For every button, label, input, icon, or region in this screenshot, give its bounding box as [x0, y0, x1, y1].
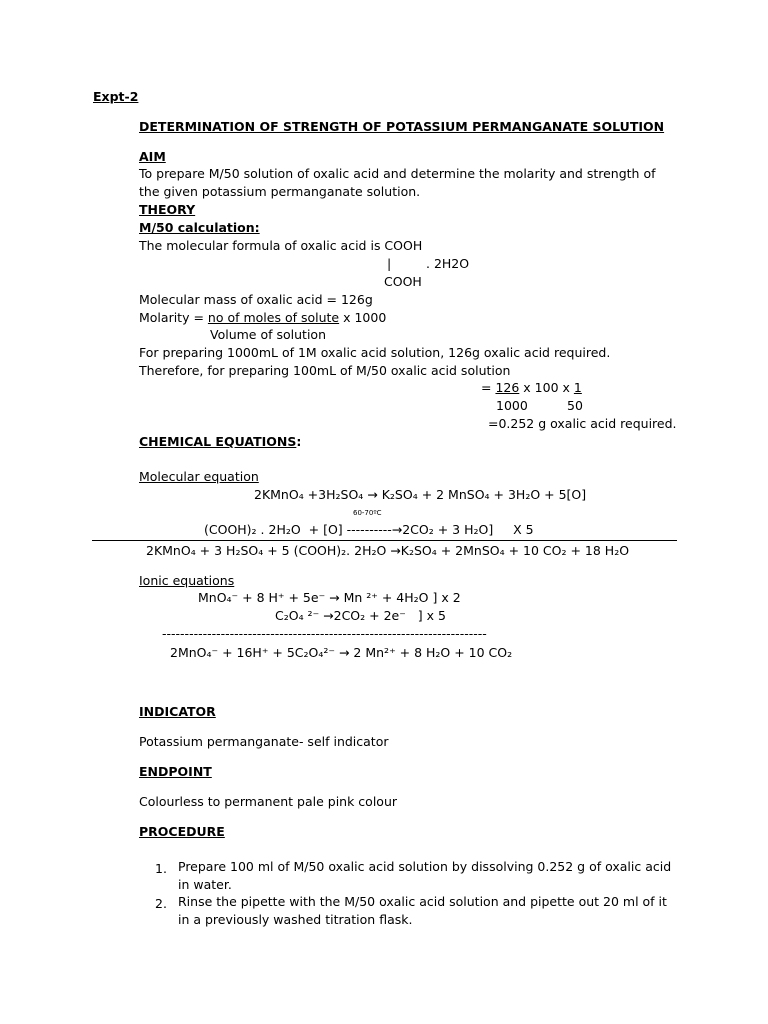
ionic-equation-overall: 2MnO₄⁻ + 16H⁺ + 5C₂O₄²⁻ → 2 Mn²⁺ + 8 H₂O + 10 CO₂ — [170, 645, 513, 660]
calc-x100: x 100 x — [519, 380, 574, 395]
molecular-mass-text: Molecular mass of oxalic acid = 126g — [139, 292, 373, 307]
aim-heading: AIM — [139, 149, 166, 164]
step-text-line-2: in water. — [178, 877, 232, 892]
calc-126: 126 — [495, 380, 520, 395]
chemical-equations-heading — [139, 436, 301, 449]
ionic-equation-dashes: ------------------------------------------------------------------------ — [162, 626, 487, 641]
ionic-equation-1: MnO₄⁻ + 8 H⁺ + 5e⁻ → Mn ²⁺ + 4H₂O ] x 2 — [198, 590, 461, 605]
document-title: DETERMINATION OF STRENGTH OF POTASSIUM PERMANGANATE SOLUTION — [139, 119, 665, 134]
molecular-equation-1: 2KMnO₄ +3H₂SO₄ → K₂SO₄ + 2 MnSO₄ + 3H₂O + 5[O] — [254, 487, 587, 502]
calc-denominator-1000: 1000 — [496, 398, 528, 413]
calculation-line — [481, 382, 582, 395]
theory-heading: THEORY — [139, 202, 196, 217]
calc-equals: = — [481, 380, 496, 395]
endpoint-heading: ENDPOINT — [139, 764, 212, 779]
step-text-line-1: Prepare 100 ml of M/50 oxalic acid solution by dissolving 0.252 g of oxalic acid — [178, 859, 672, 874]
chemical-equations-label: CHEMICAL EQUATIONS — [139, 434, 297, 449]
molarity-prefix: Molarity = — [139, 310, 208, 325]
formula-cooh: COOH — [384, 274, 422, 289]
indicator-heading: INDICATOR — [139, 704, 216, 719]
calculation-result: =0.252 g oxalic acid required. — [488, 416, 677, 431]
molecular-equation-2: (COOH)₂ . 2H₂O + [O] ----------→2CO₂ + 3 H₂O] X 5 — [204, 522, 534, 537]
m50-calculation-heading: M/50 calculation: — [139, 220, 260, 235]
preparation-line-2: Therefore, for preparing 100mL of M/50 oxalic acid solution — [139, 363, 511, 378]
indicator-text: Potassium permanganate- self indicator — [139, 734, 389, 749]
formula-water-of-crystallisation: . 2H2O — [426, 256, 470, 271]
aim-text-line-1: To prepare M/50 solution of oxalic acid and determine the molarity and strength of — [139, 166, 656, 181]
molecular-equation-heading: Molecular equation — [139, 469, 259, 484]
calc-1: 1 — [573, 380, 582, 395]
preparation-line-1: For preparing 1000mL of 1M oxalic acid solution, 126g oxalic acid required. — [139, 345, 611, 360]
step-text-line-1: Rinse the pipette with the M/50 oxalic acid solution and pipette out 20 ml of it — [178, 894, 667, 909]
molarity-numerator: no of moles of solute — [207, 310, 340, 325]
formula-bond-bar: | — [387, 256, 392, 271]
chemical-equations-colon: : — [296, 434, 302, 449]
equation-sum-rule — [92, 540, 677, 541]
calc-denominator-50: 50 — [567, 398, 583, 413]
step-number: 2. — [155, 896, 167, 911]
molarity-formula — [139, 312, 386, 325]
step-text-line-2: in a previously washed titration flask. — [178, 912, 413, 927]
experiment-label: Expt-2 — [93, 89, 139, 104]
endpoint-text: Colourless to permanent pale pink colour — [139, 794, 398, 809]
reaction-temperature: 60-70ºC — [353, 509, 382, 517]
molecular-equation-overall: 2KMnO₄ + 3 H₂SO₄ + 5 (COOH)₂. 2H₂O →K₂SO₄ + 2MnSO₄ + 10 CO₂ + 18 H₂O — [146, 543, 630, 558]
molecular-formula-text: The molecular formula of oxalic acid is COOH — [139, 238, 423, 253]
aim-text-line-2: the given potassium permanganate solution. — [139, 184, 421, 199]
ionic-equation-2: C₂O₄ ²⁻ →2CO₂ + 2e⁻ ] x 5 — [275, 608, 446, 623]
step-number: 1. — [155, 861, 167, 876]
ionic-equations-heading: Ionic equations — [139, 573, 235, 588]
molarity-denominator: Volume of solution — [210, 327, 326, 342]
molarity-suffix: x 1000 — [339, 310, 387, 325]
procedure-heading: PROCEDURE — [139, 824, 225, 839]
